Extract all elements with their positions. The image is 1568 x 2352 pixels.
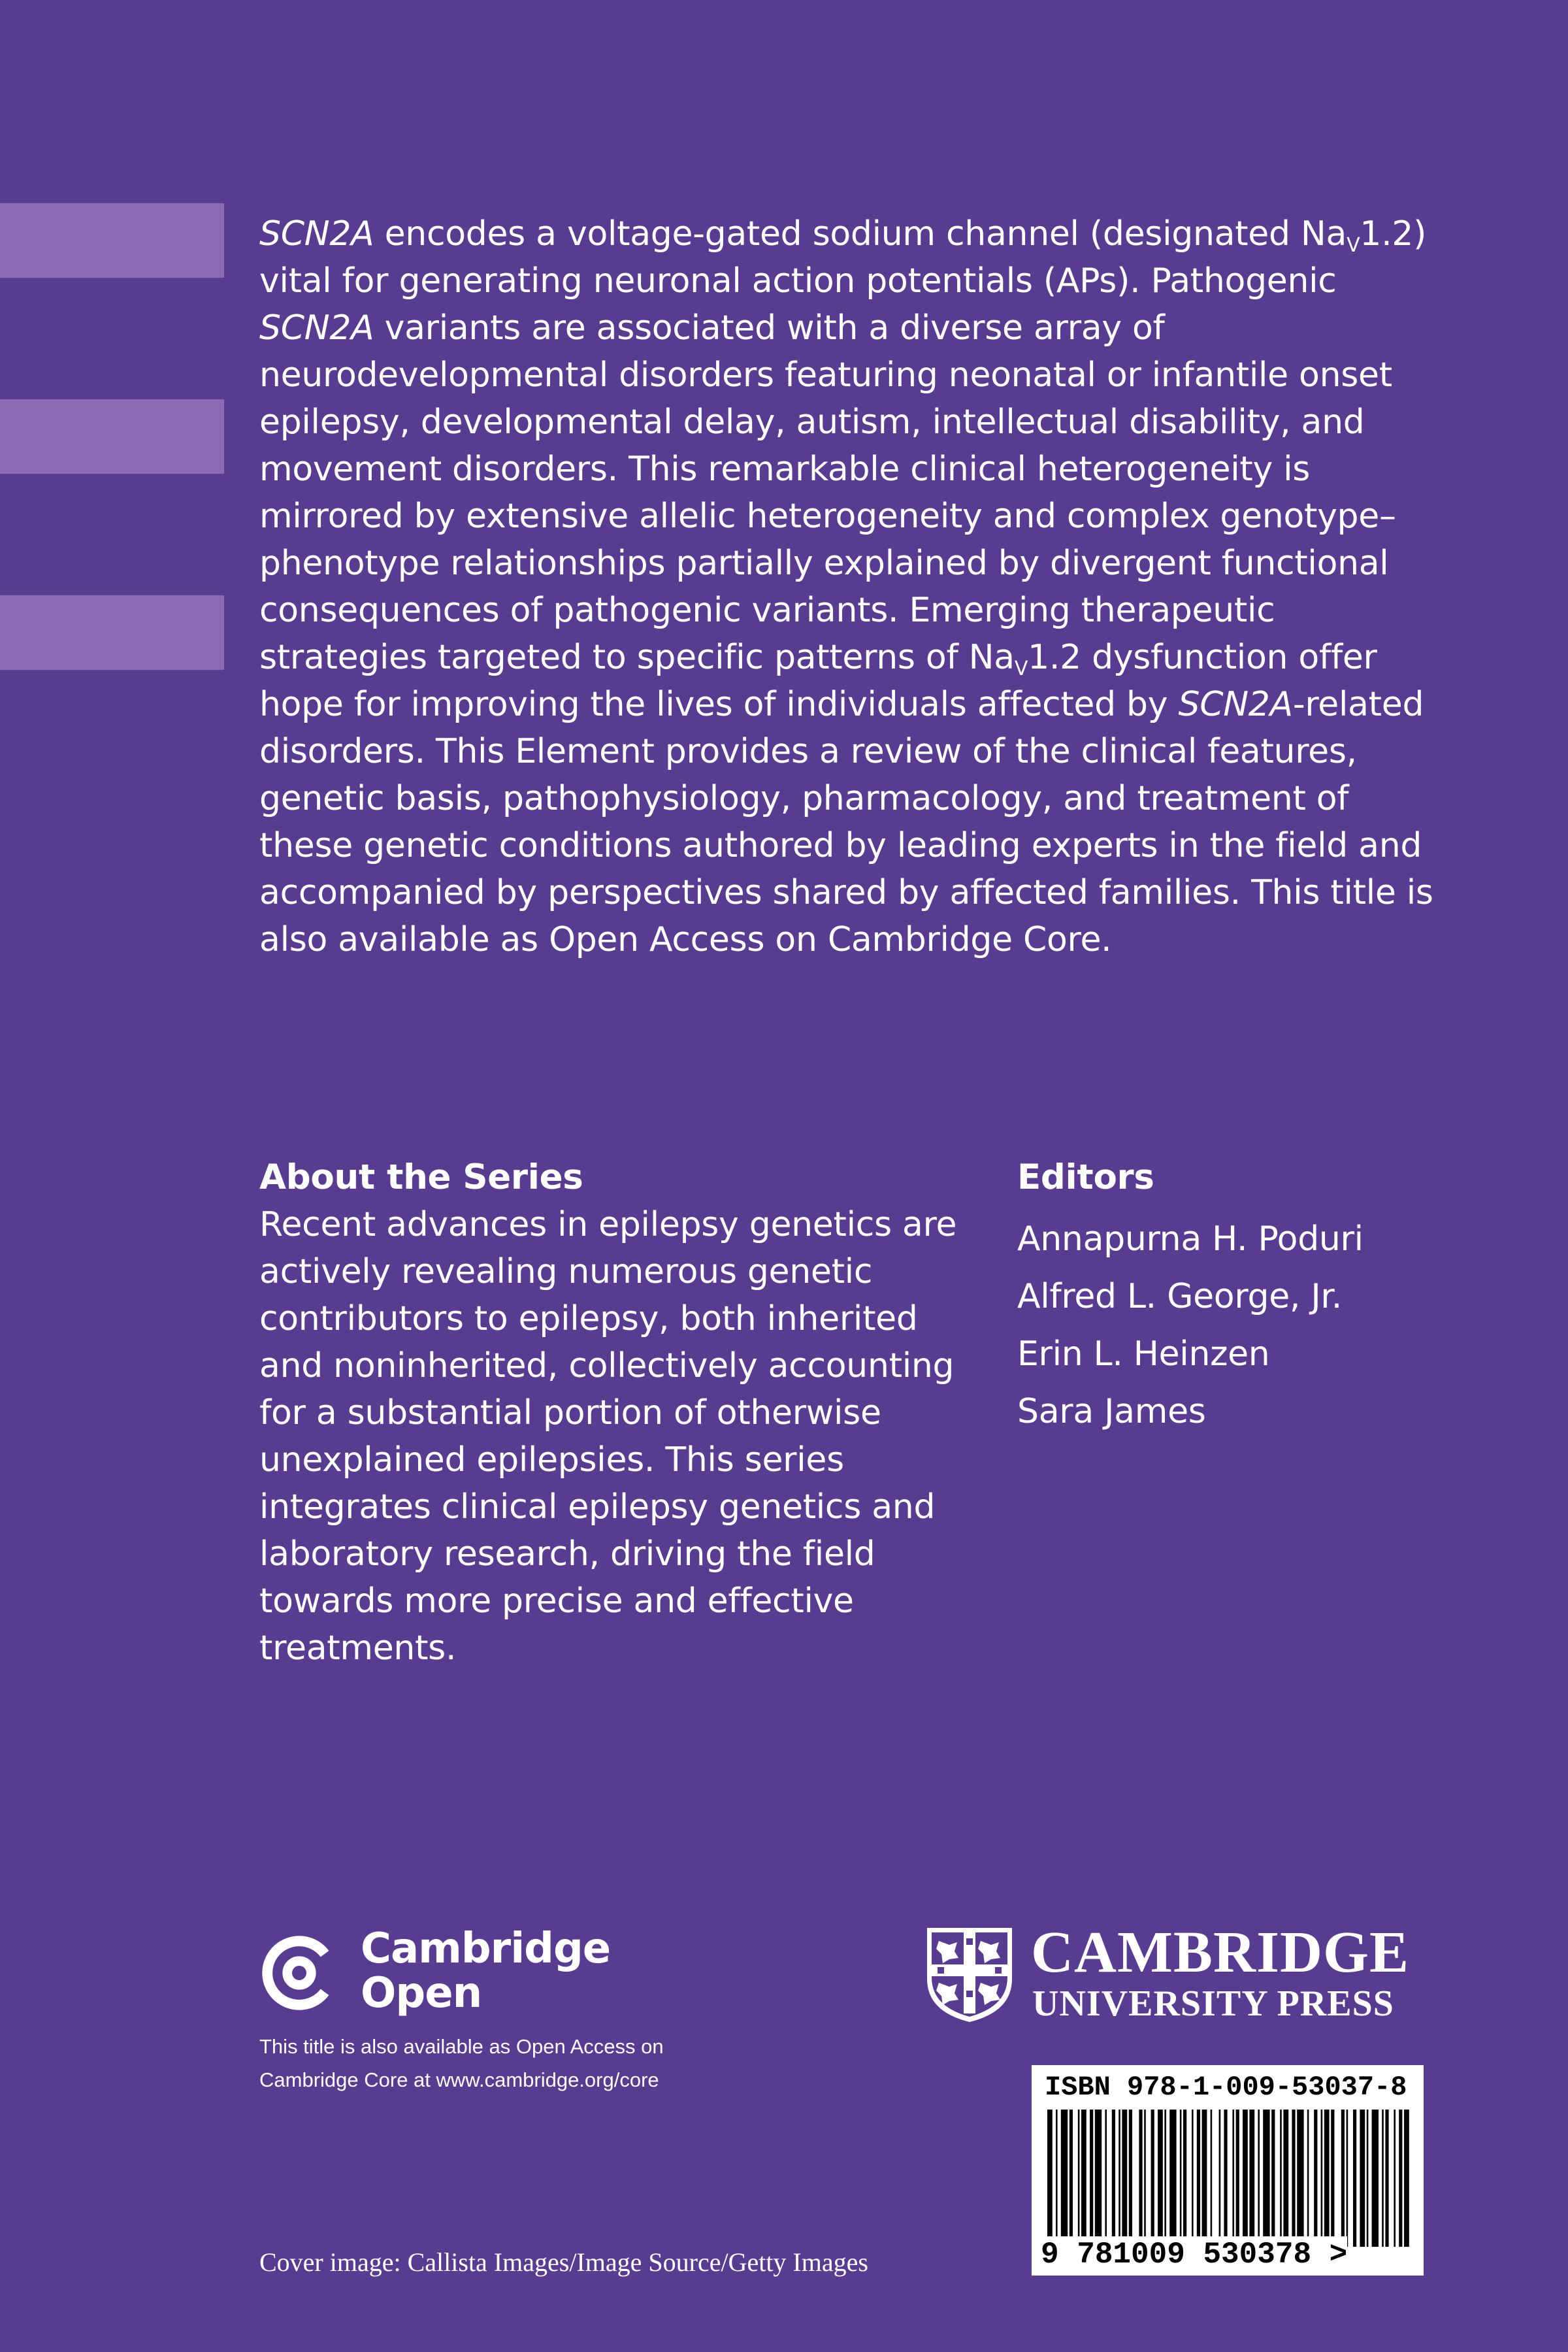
about-series-section	[259, 1154, 985, 1672]
barcode-bar	[1404, 2110, 1409, 2247]
barcode-bar	[1283, 2110, 1288, 2247]
barcode-bar	[1385, 2110, 1388, 2247]
barcode-bar	[1144, 2110, 1146, 2247]
barcode-bar	[1164, 2110, 1166, 2247]
barcode-bar	[1078, 2110, 1080, 2247]
barcode-bar	[1347, 2110, 1348, 2247]
cambridge-open-wordmark	[361, 1927, 610, 2015]
editor-name: Sara James	[1017, 1392, 1206, 1431]
cambridge-open-logo	[259, 1927, 651, 2031]
barcode-bar	[1249, 2110, 1254, 2247]
barcode-bar	[1399, 2110, 1402, 2247]
subscript: V	[1014, 657, 1028, 680]
barcode-bar	[1139, 2110, 1142, 2247]
barcode-bar	[1372, 2110, 1379, 2247]
barcode-bar	[1292, 2110, 1295, 2247]
description-paragraph	[259, 210, 1435, 963]
publisher-subname: UNIVERSITY PRESS	[1032, 1983, 1394, 2024]
barcode-bar	[1105, 2110, 1107, 2247]
barcode-bar	[1219, 2110, 1221, 2247]
isbn-barcode	[1032, 2065, 1424, 2276]
barcode-bar	[1232, 2110, 1234, 2247]
description-text: 1.2 dysfunction offer hope for improving the lives of individuals affected by	[259, 638, 1377, 724]
barcode-bar	[1197, 2110, 1200, 2247]
barcode-bar	[1211, 2110, 1213, 2247]
gene-name: SCN2A	[259, 214, 374, 254]
editor-name: Alfred L. George, Jr.	[1017, 1277, 1342, 1316]
decorative-stripe	[0, 595, 224, 670]
barcode-bar	[1307, 2110, 1309, 2247]
barcode-bar	[1056, 2110, 1058, 2247]
editors-heading: Editors	[1017, 1157, 1154, 1197]
barcode-bar	[1331, 2110, 1334, 2247]
gene-name: SCN2A	[1178, 685, 1293, 724]
barcode-bar	[1151, 2110, 1154, 2247]
decorative-stripe	[0, 399, 224, 474]
barcode-bar	[1081, 2110, 1086, 2247]
description-text: variants are associated with a diverse array of neurodevelopmental disorders featuring neonatal or infantile onset epilepsy, developmental delay, autism, intellectual disability, and movement disorders. This remarkable clinical heterogeneity is mirrored by extensive allelic heterogeneity and complex genotype–phenotype relationships partially explained by divergent functional consequences of pathogenic variants. Emerging therapeutic strategies targeted to specific patterns of Na	[259, 308, 1396, 677]
book-description	[259, 210, 1435, 963]
barcode-bar	[1263, 2110, 1269, 2247]
barcode-bar	[1119, 2110, 1120, 2247]
barcode-bar	[1112, 2110, 1115, 2247]
barcode-bar	[1224, 2110, 1227, 2247]
barcode-bar	[1367, 2110, 1369, 2247]
isbn-digits: 9 781009 530378 >	[1041, 2238, 1348, 2272]
barcode-bar	[1180, 2110, 1182, 2247]
editors-section	[1017, 1154, 1475, 1440]
wordmark-line: Open	[361, 1969, 482, 2017]
cover-image-credit: Cover image: Callista Images/Image Source/Getty Images	[259, 2247, 868, 2277]
barcode-bar	[1192, 2110, 1194, 2247]
barcode-bar	[1341, 2110, 1345, 2247]
decorative-stripe	[0, 203, 224, 278]
description-text: 1.2) vital for generating neuronal action potentials (APs). Pathogenic	[259, 214, 1427, 301]
editor-name: Erin L. Heinzen	[1017, 1334, 1270, 1374]
barcode-bar	[1095, 2110, 1102, 2247]
barcode-bar	[1271, 2110, 1275, 2247]
subscript: V	[1347, 234, 1360, 257]
gene-name: SCN2A	[259, 308, 374, 348]
cambridge-university-press-logo	[924, 1920, 1434, 2027]
description-text: -related disorders. This Element provides a review of the clinical features, genetic basis, pathophysiology, pharmacology, and treatment of these genetic conditions authored by leading experts in the field and accompanied by perspectives shared by affected families. This title is also available as Open Access on Cambridge Core.	[259, 685, 1433, 959]
barcode-bar	[1202, 2110, 1207, 2247]
barcode-bar	[1280, 2110, 1282, 2247]
isbn-label: ISBN 978-1-009-53037-8	[1045, 2072, 1407, 2103]
barcode-bar	[1360, 2110, 1365, 2247]
barcode-bar	[1324, 2110, 1330, 2247]
description-text: encodes a voltage-gated sodium channel (designated Na	[374, 214, 1347, 254]
barcode-bar	[1122, 2110, 1127, 2247]
barcode-bar	[1183, 2110, 1186, 2247]
barcode-bars	[1045, 2110, 1411, 2247]
barcode-bar	[1394, 2110, 1396, 2247]
barcode-bar	[1382, 2110, 1384, 2247]
barcode-bar	[1070, 2110, 1073, 2247]
barcode-bar	[1236, 2110, 1239, 2247]
barcode-bar	[1353, 2110, 1356, 2247]
barcode-bar	[1243, 2110, 1248, 2247]
open-access-icon	[259, 1933, 339, 2013]
about-series-text: Recent advances in epilepsy genetics are actively revealing numerous genetic contributors to epilepsy, both inherited and noninherited, collectively accounting for a substantial portion of otherwise unexplained epilepsies. This series integrates clinical epilepsy genetics and laboratory research, driving the field towards more precise and effective treatments.	[259, 1205, 957, 1668]
publisher-name: CAMBRIDGE	[1031, 1920, 1410, 1985]
barcode-bar	[1047, 2110, 1053, 2247]
wordmark-line: Cambridge	[361, 1925, 611, 1973]
university-crest-icon	[924, 1925, 1015, 2023]
barcode-bar	[1297, 2110, 1303, 2247]
barcode-bar	[1061, 2110, 1068, 2247]
barcode-bar	[1090, 2110, 1093, 2247]
editors-list	[1017, 1210, 1475, 1440]
barcode-bar	[1169, 2110, 1176, 2247]
barcode-bar	[1158, 2110, 1163, 2247]
barcode-bar	[1129, 2110, 1132, 2247]
barcode-bar	[1314, 2110, 1317, 2247]
about-series-heading: About the Series	[259, 1157, 583, 1197]
open-access-note: This title is also available as Open Access on Cambridge Core at www.cambridge.org/core	[259, 2035, 664, 2091]
barcode-bar	[1321, 2110, 1323, 2247]
editor-name: Annapurna H. Poduri	[1017, 1219, 1364, 1259]
barcode-bar	[1258, 2110, 1260, 2247]
